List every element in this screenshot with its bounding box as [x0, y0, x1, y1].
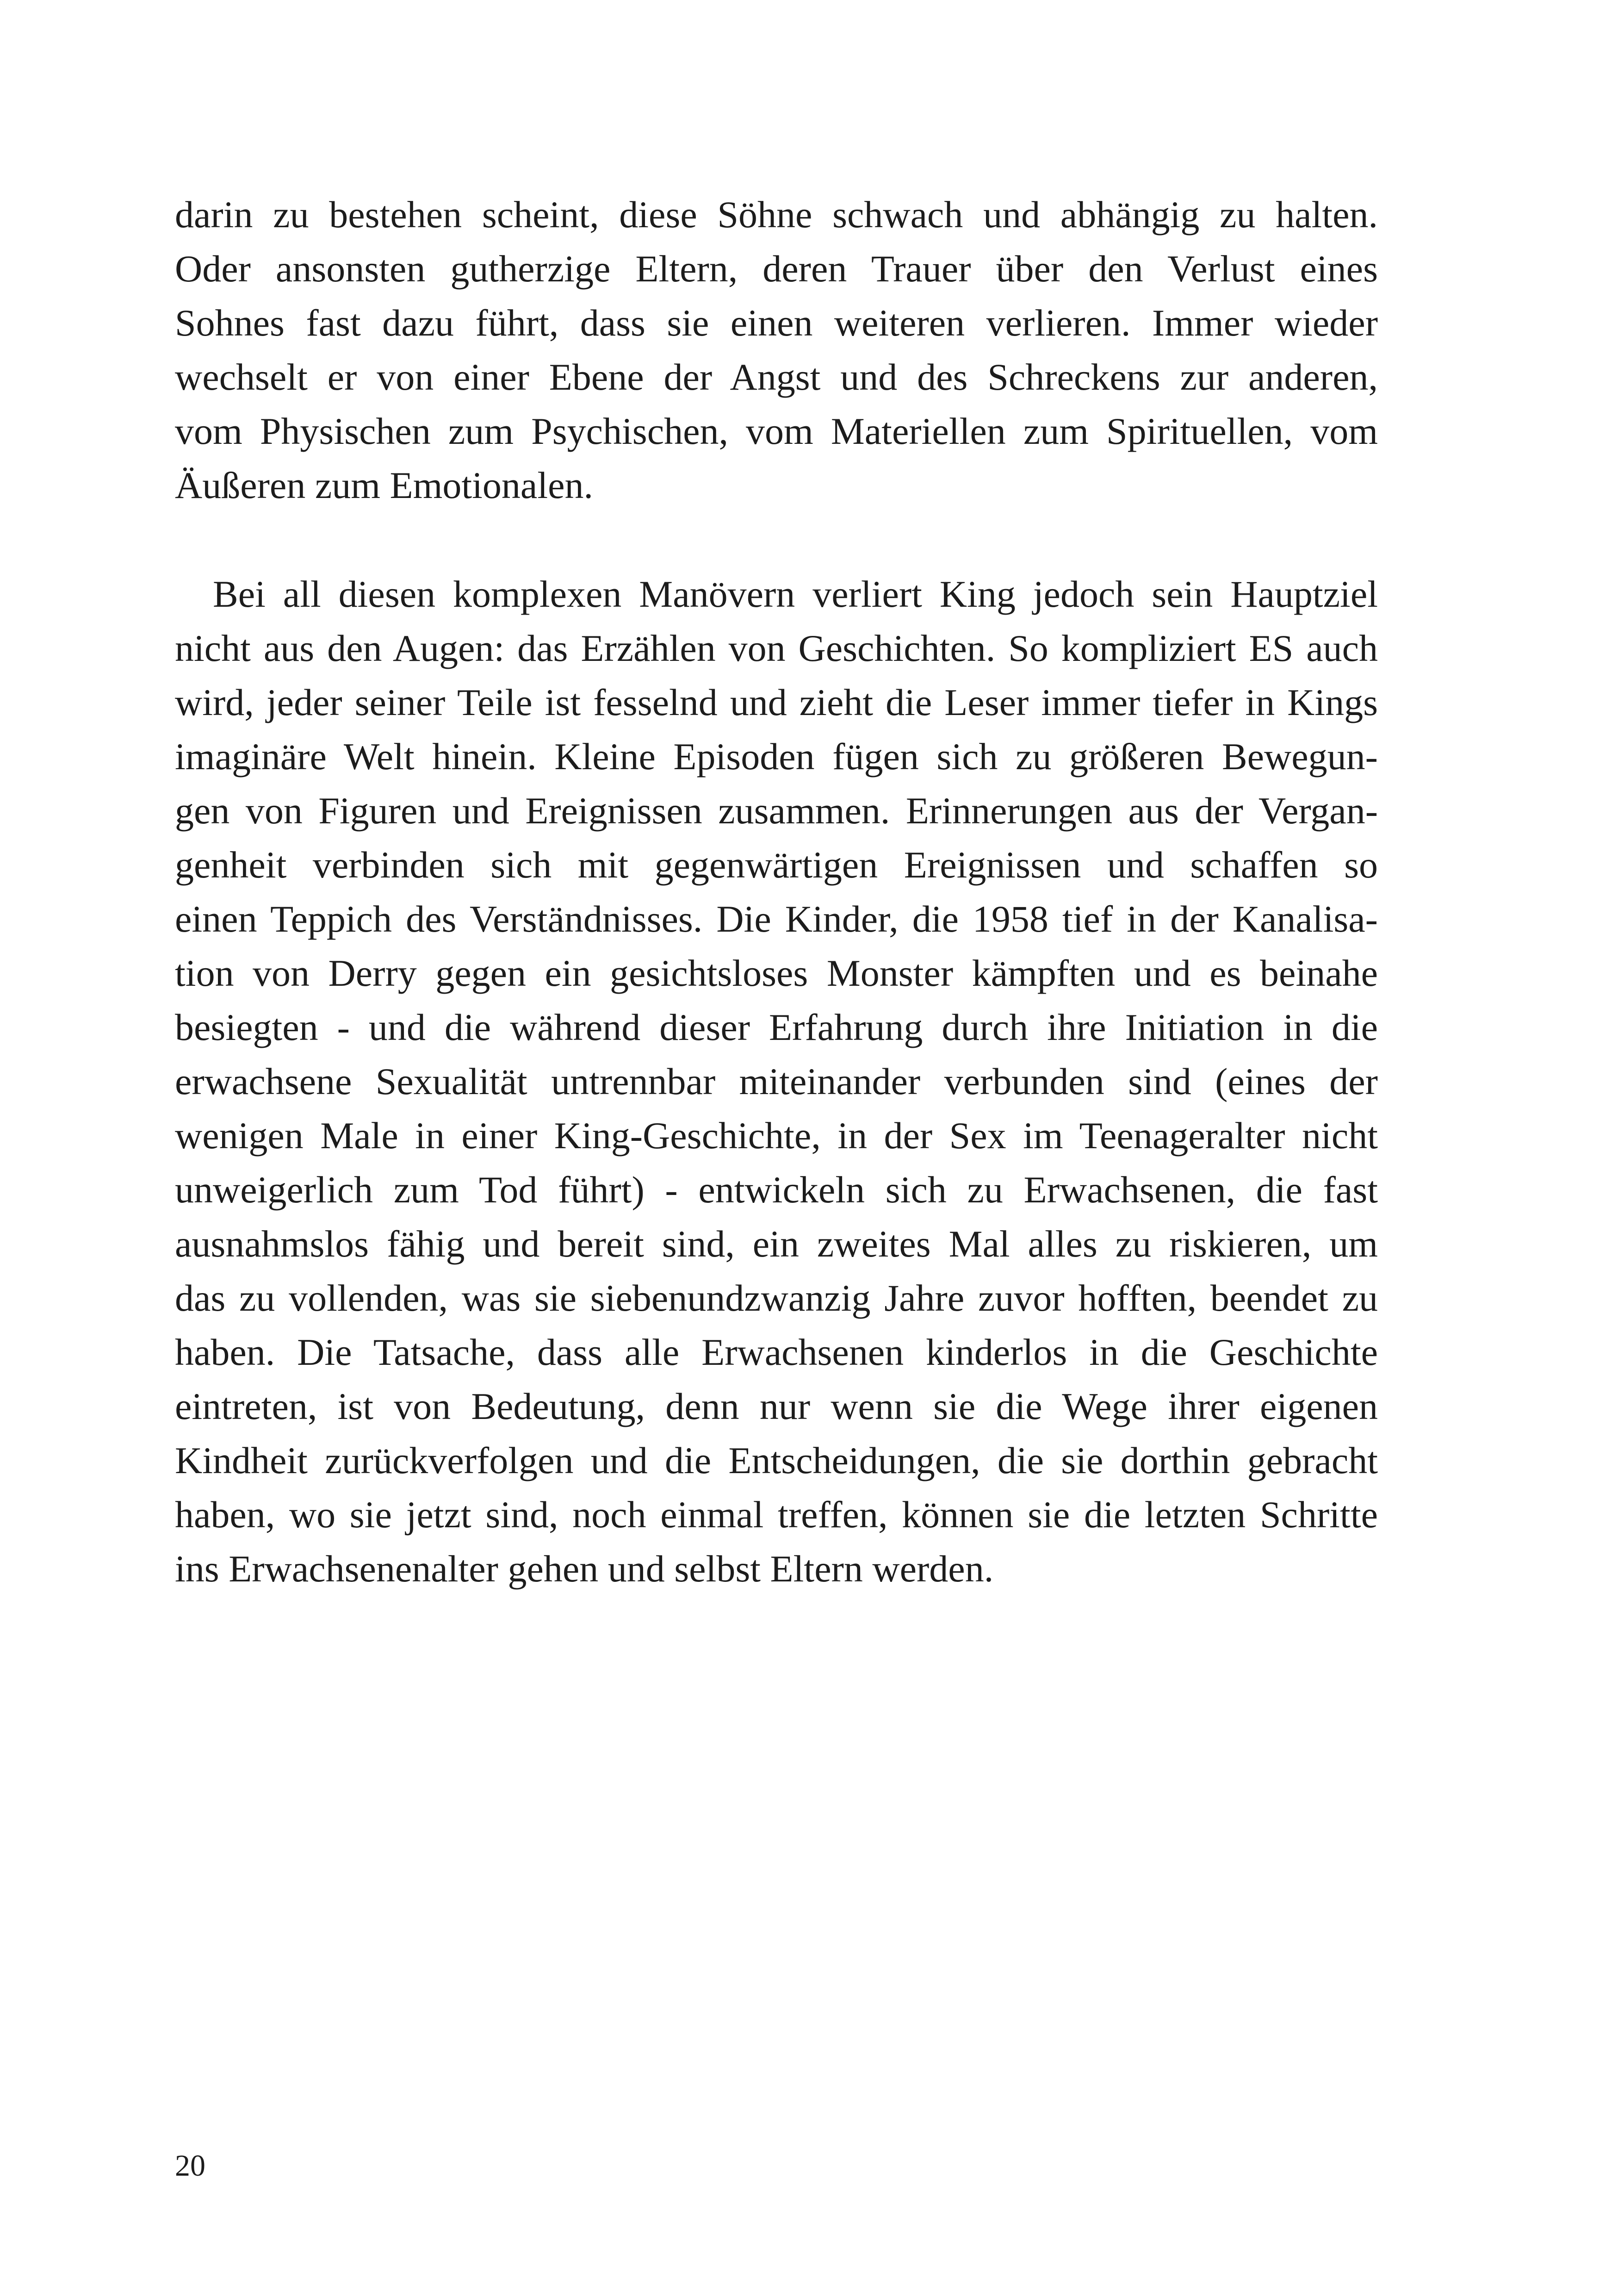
text-line: Äußeren zum Emotionalen.: [175, 464, 594, 506]
text-line: einen Teppich des Verständnisses. Die Kinder, die 1958 tief in der Kanalisa-: [175, 898, 1378, 940]
text-line: imaginäre Welt hinein. Kleine Episoden fügen sich zu größeren Bewegun-: [175, 735, 1378, 778]
text-line: tion von Derry gegen ein gesichtsloses Monster kämpften und es beinahe: [175, 952, 1378, 994]
paragraph-2: [175, 567, 1378, 1596]
text-line: genheit verbinden sich mit gegenwärtigen Ereignissen und schaffen so: [175, 844, 1378, 886]
page-number: 20: [175, 2149, 205, 2183]
text-line: Oder ansonsten gutherzige Eltern, deren Trauer über den Verlust eines: [175, 248, 1378, 290]
text-line: Kindheit zurückverfolgen und die Entscheidungen, die sie dorthin gebracht: [175, 1439, 1378, 1481]
text-line: darin zu bestehen scheint, diese Söhne schwach und abhängig zu halten.: [175, 193, 1378, 236]
text-line: nicht aus den Augen: das Erzählen von Geschichten. So kompliziert ES auch: [175, 627, 1378, 669]
text-line: Sohnes fast dazu führt, dass sie einen weiteren verlieren. Immer wieder: [175, 302, 1378, 344]
text-line: ausnahmslos fähig und bereit sind, ein zweites Mal alles zu riskieren, um: [175, 1223, 1378, 1265]
text-line: das zu vollenden, was sie siebenundzwanzig Jahre zuvor hofften, beendet zu: [175, 1277, 1378, 1319]
text-line: wenigen Male in einer King-Geschichte, in der Sex im Teenageralter nicht: [175, 1114, 1378, 1157]
text-line: besiegten - und die während dieser Erfahrung durch ihre Initiation in die: [175, 1006, 1378, 1048]
text-line: gen von Figuren und Ereignissen zusammen. Erinnerungen aus der Vergan-: [175, 790, 1378, 832]
text-line: unweigerlich zum Tod führt) - entwickeln sich zu Erwachsenen, die fast: [175, 1169, 1378, 1211]
text-line: haben. Die Tatsache, dass alle Erwachsenen kinderlos in die Geschichte: [175, 1331, 1378, 1373]
paragraph-1: [175, 187, 1378, 512]
text-line: haben, wo sie jetzt sind, noch einmal treffen, können sie die letzten Schritte: [175, 1493, 1378, 1536]
text-line: eintreten, ist von Bedeutung, denn nur wenn sie die Wege ihrer eigenen: [175, 1385, 1378, 1427]
text-line: wechselt er von einer Ebene der Angst und des Schreckens zur anderen,: [175, 356, 1378, 398]
text-line: erwachsene Sexualität untrennbar miteinander verbunden sind (eines der: [175, 1060, 1378, 1102]
text-line: vom Physischen zum Psychischen, vom Materiellen zum Spirituellen, vom: [175, 410, 1378, 452]
text-line: ins Erwachsenenalter gehen und selbst Eltern werden.: [175, 1548, 994, 1590]
text-line: wird, jeder seiner Teile ist fesselnd und zieht die Leser immer tiefer in Kings: [175, 681, 1378, 723]
text-line: Bei all diesen komplexen Manövern verliert King jedoch sein Hauptziel: [213, 573, 1378, 615]
